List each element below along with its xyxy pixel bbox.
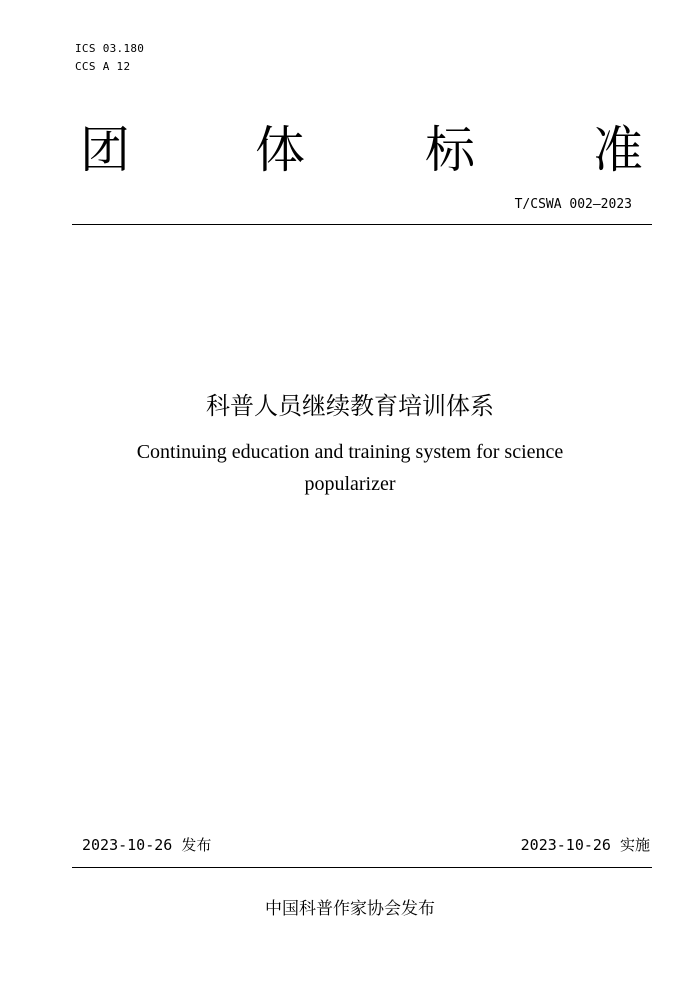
publisher-line: 中国科普作家协会发布 — [265, 899, 435, 919]
bottom-divider — [72, 867, 652, 868]
standard-type-char: 标 — [425, 121, 475, 179]
top-divider — [72, 224, 652, 225]
implement-date: 2023-10-26 — [520, 836, 611, 854]
title-english-line: popularizer — [304, 473, 396, 495]
standard-type-heading — [80, 118, 652, 182]
issue-date-block — [82, 834, 211, 855]
ccs-code: CCS A 12 — [75, 60, 131, 73]
classification-codes — [75, 40, 144, 76]
document-title-english — [110, 436, 590, 500]
implement-date-block — [521, 834, 650, 855]
title-english-line: Continuing education and training system for science — [136, 441, 564, 463]
issue-label: 发布 — [181, 836, 212, 854]
standard-type-char: 体 — [255, 121, 305, 179]
standard-type-char: 团 — [80, 121, 130, 179]
document-title-chinese: 科普人员继续教育培训体系 — [206, 392, 494, 420]
implement-label: 实施 — [619, 836, 650, 854]
issue-date: 2023-10-26 — [82, 836, 173, 854]
standard-type-char: 准 — [593, 121, 643, 179]
standard-number: T/CSWA 002—2023 — [514, 197, 632, 212]
ics-code: ICS 03.180 — [75, 42, 145, 55]
